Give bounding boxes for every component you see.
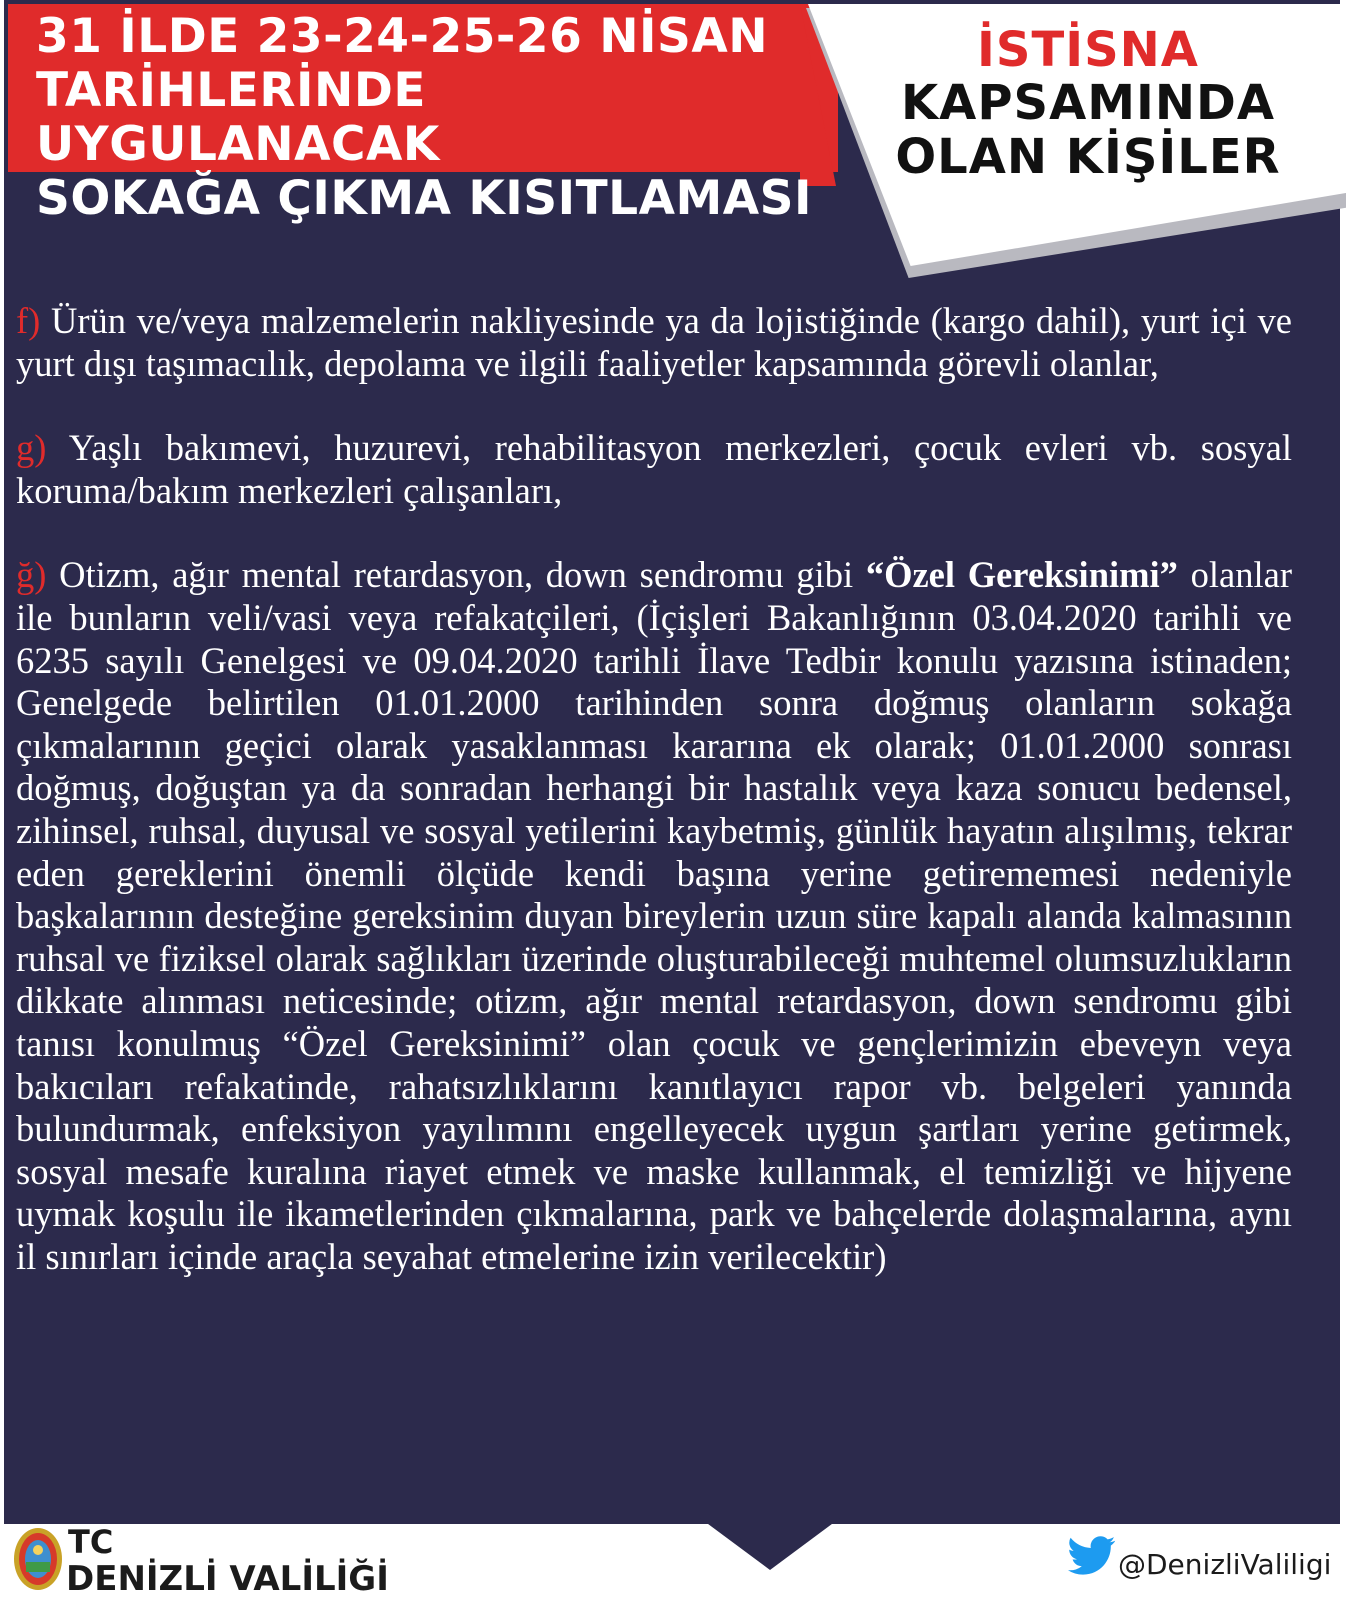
exception-list	[16, 300, 1292, 1320]
item-text-lead: Otizm, ağır mental retardasyon, down sendromu gibi	[59, 554, 854, 596]
list-item-g	[16, 427, 1292, 512]
title-line-1: 31 İLDE 23-24-25-26 NİSAN	[36, 9, 769, 64]
title-line-2: TARİHLERİNDE UYGULANACAK	[36, 63, 440, 172]
title-line-3: SOKAĞA ÇIKMA KISITLAMASI	[36, 171, 812, 226]
twitter-icon	[1068, 1536, 1116, 1576]
seal-icon	[12, 1526, 64, 1592]
twitter-handle[interactable]: @DenizliValiligi	[1118, 1548, 1332, 1581]
exception-line-2: KAPSAMINDA	[900, 75, 1276, 131]
exception-heading	[868, 24, 1308, 184]
exception-line-3: OLAN KİŞİLER	[895, 129, 1281, 185]
page-title	[36, 10, 836, 226]
item-marker: g)	[16, 427, 47, 469]
exception-line-1: İSTİSNA	[977, 22, 1199, 78]
item-text: Ürün ve/veya malzemelerin nakliyesinde ya da lojistiğinde (kargo dahil), yurt içi ve yurt dışı taşımacılık, depolama ve ilgili faaliyetler kapsamında görevli olanlar,	[16, 300, 1293, 384]
item-text-rest: olanlar ile bunların veli/vasi veya refakatçileri, (İçişleri Bakanlığının 03.04.2020 tarihli ve 6235 sayılı Genelgesi ve 09.04.2020 tarihli İlave Tedbir konulu yazısına istinaden; Genelgede belirtilen 01.01.2000 tarihinden sonra doğmuş olanların sokağa çıkmalarının geçici olarak yasaklanması kararına ek olarak; 01.01.2000 sonrası doğmuş, doğuştan ya da sonradan herhangi bir hastalık veya kaza sonucu bedensel, zihinsel, ruhsal, duyusal ve sosyal yetilerini kaybetmiş, günlük hayatın alışılmış, tekrar eden gereklerini önemli ölçüde kendi başına yerine getirememesi nedeniyle başkalarının desteğine gereksinim duyan bireylerin uzun süre kapalı alanda kalmasının ruhsal ve fiziksel olarak sağlıkları üzerinde oluşturabileceği muhtemel olumsuzlukların dikkate alınması neticesinde; otizm, ağır mental retardasyon, down sendromu gibi tanısı konulmuş “Özel Gereksinimi” olan çocuk ve gençlerimizin ebeveyn veya bakıcıları refakatinde, rahatsızlıklarını kanıtlayıcı rapor vb. belgeleri yanında bulundurmak, enfeksiyon yayılımını engelleyecek uygun şartları yerine getirmek, sosyal mesafe kuralına riayet etmek ve maske kullanmak, el temizliği ve hijyene uymak koşulu ile ikametlerinden çıkmalarına, park ve bahçelerde dolaşmalarına, aynı il sınırları içinde araçla seyahat etmelerine izin verilecektir)	[16, 554, 1292, 1277]
org-name: DENİZLİ VALİLİĞİ	[66, 1559, 389, 1599]
item-marker: ğ)	[16, 554, 47, 596]
item-text: Yaşlı bakımevi, huzurevi, rehabilitasyon merkezleri, çocuk evleri vb. sosyal koruma/bakım merkezleri çalışanları,	[16, 427, 1292, 511]
list-item-g-breve	[16, 554, 1292, 1278]
list-item-f	[16, 300, 1292, 385]
item-emphasis: “Özel Gereksinimi”	[865, 554, 1178, 596]
item-marker: f)	[16, 300, 41, 341]
org-name-tc: TC	[68, 1523, 114, 1561]
